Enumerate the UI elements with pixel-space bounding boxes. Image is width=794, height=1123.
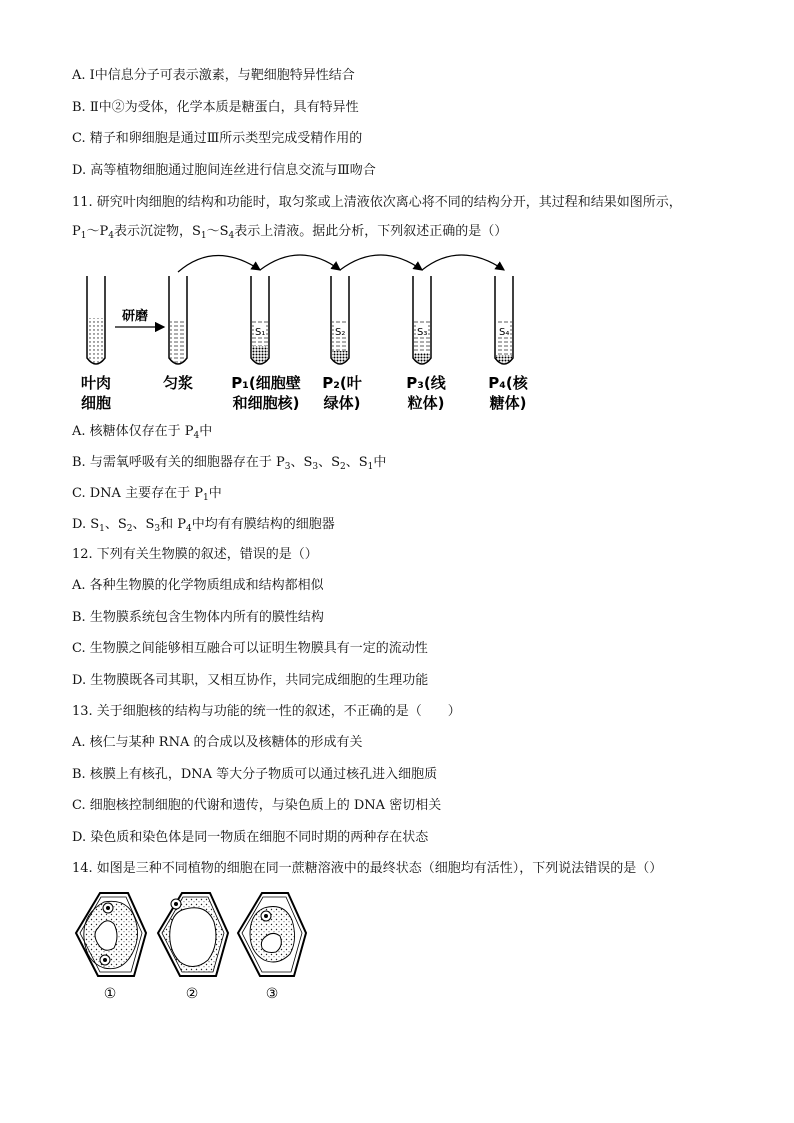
q10-option-b: B. Ⅱ中②为受体，化学本质是糖蛋白，具有特异性 — [72, 100, 359, 115]
q13-option-c: C. 细胞核控制细胞的代谢和遗传，与染色质上的 DNA 密切相关 — [72, 798, 442, 813]
q10-option-c: C. 精子和卵细胞是通过Ⅲ所示类型完成受精作用的 — [72, 131, 363, 146]
supernatant-label-s4: S₄ — [499, 327, 510, 338]
tube-label-0-line2: 细胞 — [80, 394, 112, 412]
grind-label: 研磨 — [122, 309, 149, 324]
q11-option-c: C. DNA 主要存在于 $P_1$中 — [72, 486, 222, 503]
tube-p3 — [413, 276, 431, 364]
tube-label-5-line2: 糖体) — [489, 394, 527, 412]
transfer-arrow-4 — [422, 255, 504, 270]
q11-option-a: A. 核糖体仅存在于 $P_4$中 — [72, 424, 213, 441]
cell-label-2: ② — [185, 986, 199, 1002]
q13-option-b: B. 核膜上有核孔，DNA 等大分子物质可以通过核孔进入细胞质 — [72, 767, 438, 782]
q13-option-a: A. 核仁与某种 RNA 的合成以及核糖体的形成有关 — [72, 735, 363, 750]
transfer-arrow-2 — [260, 255, 340, 270]
supernatant-label-s2: S₂ — [335, 327, 346, 338]
tube-label-2-line2: 和细胞核) — [232, 394, 300, 412]
q12-option-c: C. 生物膜之间能够相互融合可以证明生物膜具有一定的流动性 — [72, 641, 428, 656]
cell-label-3: ③ — [265, 986, 279, 1002]
tube-label-2-line1: P₁(细胞壁 — [231, 374, 301, 392]
q11-stem-line1: 11. 研究叶肉细胞的结构和功能时，取匀浆或上清液依次离心将不同的结构分开，其过程和结果如图所示， — [72, 195, 682, 210]
q12-option-b: B. 生物膜系统包含生物体内所有的膜性结构 — [72, 610, 324, 625]
plant-cells-figure — [70, 888, 310, 1006]
transfer-arrow-3 — [340, 255, 422, 270]
tube-p4 — [495, 276, 513, 364]
q12-option-a: A. 各种生物膜的化学物质组成和结构都相似 — [72, 578, 324, 593]
q10-option-d: D. 高等植物细胞通过胞间连丝进行信息交流与Ⅲ吻合 — [72, 163, 376, 178]
q12-stem: 12. 下列有关生物膜的叙述，错误的是（） — [72, 547, 318, 562]
tube-label-5-line1: P₄(核 — [488, 374, 528, 392]
centrifugation-figure — [60, 248, 550, 418]
tube-homogenate — [169, 276, 187, 364]
tube-label-3-line1: P₂(叶 — [322, 374, 362, 392]
tube-label-4-line1: P₃(线 — [406, 374, 446, 392]
q11-stem-line2: $P_1\sim P_4$表示沉淀物，$S_1\sim S_4$表示上清液。据此分析，下列叙述正确的是（） — [72, 224, 508, 241]
tube-label-4-line2: 粒体) — [407, 394, 445, 412]
supernatant-label-s3: S₃ — [417, 327, 428, 338]
q14-stem: 14. 如图是三种不同植物的细胞在同一蔗糖溶液中的最终状态（细胞均有活性），下列说法错误的是（） — [72, 861, 663, 876]
q10-option-a: A. Ⅰ中信息分子可表示激素，与靶细胞特异性结合 — [72, 68, 355, 83]
cell-label-1: ① — [103, 986, 117, 1002]
q12-option-d: D. 生物膜既各司其职，又相互协作，共同完成细胞的生理功能 — [72, 673, 429, 688]
q13-stem: 13. 关于细胞核的结构与功能的统一性的叙述，不正确的是（ ） — [72, 704, 461, 719]
supernatant-label-s1: S₁ — [255, 327, 266, 338]
tube-leaf-cells — [87, 276, 105, 364]
plant-cell-2 — [158, 893, 228, 976]
transfer-arrow-1 — [178, 255, 260, 272]
tube-p1 — [251, 276, 269, 364]
tube-label-3-line2: 绿体) — [323, 394, 361, 412]
tube-label-0-line1: 叶肉 — [80, 374, 112, 392]
q11-option-d: D. $S_1$、$S_2$、$S_3$和 $P_4$中均有有膜结构的细胞器 — [72, 517, 335, 534]
q13-option-d: D. 染色质和染色体是同一物质在细胞不同时期的两种存在状态 — [72, 830, 429, 845]
tube-label-1-line1: 匀浆 — [162, 374, 194, 392]
tube-p2 — [331, 276, 349, 364]
plant-cell-1 — [76, 893, 146, 976]
plant-cell-3 — [238, 893, 306, 976]
q11-option-b: B. 与需氧呼吸有关的细胞器存在于 $P_3$、$S_3$、$S_2$、$S_1$中 — [72, 455, 387, 472]
